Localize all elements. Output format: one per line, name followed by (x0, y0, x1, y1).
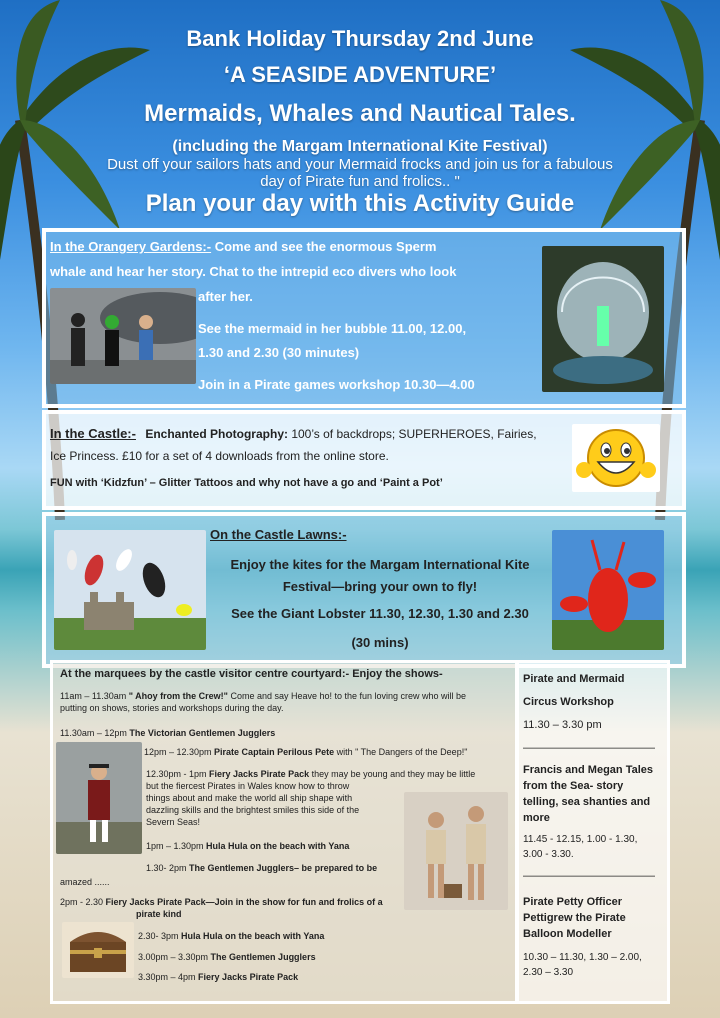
event-date-title: Bank Holiday Thursday 2nd June (186, 26, 534, 51)
smiley-emoji-icon (572, 424, 660, 492)
lawns-heading: On the Castle Lawns:- (210, 527, 347, 542)
event-gentlemen-jugglers-1: 1.30- 2pm The Gentlemen Jugglers– be prepared to be (146, 863, 378, 873)
event-captain-pete: 12pm – 12.30pm Pirate Captain Perilous Pete with " The Dangers of the Deep!" (144, 747, 468, 757)
mermaid-bubble-duration: 1.30 and 2.30 (30 minutes) (198, 345, 360, 360)
event-fiery-jacks-1: 12.30pm - 1pm Fiery Jacks Pirate Pack they may be young and they may be little but the fiercest Pirates in Wales know how to throw things about and make the world all ship shape with dazzling skills and the brightest smiles this side of the Severn Seas! (146, 769, 476, 827)
event-theme: Mermaids, Whales and Nautical Tales. (144, 100, 576, 127)
gentlemen-jugglers-photo (404, 792, 508, 910)
event-victorian-jugglers: 11.30am – 12pm The Victorian Gentlemen Jugglers (60, 728, 276, 738)
event-hula-1: 1pm – 1.30pm Hula Hula on the beach with Yana (146, 841, 350, 851)
mermaid-bubble-photo (542, 246, 664, 392)
balloon-modeller-times: 10.30 – 11.30, 1.30 – 2.00, 2.30 – 3.30 (523, 952, 642, 978)
event-fiery-jacks-3: 3.30pm – 4pm Fiery Jacks Pirate Pack (138, 972, 299, 982)
orangery-intro: In the Orangery Gardens:- Come and see the enormous Sperm (50, 239, 437, 254)
castle-photo-price: Ice Princess. £10 for a set of 4 downloads from the online store. (50, 449, 389, 463)
lobster-duration: (30 mins) (351, 635, 409, 650)
event-fiery-jacks-2: 2pm - 2.30 Fiery Jacks Pirate Pack—Join in the show for fun and frolics of a pirate kind (60, 897, 383, 919)
event-gentlemen-jugglers-2: 3.00pm – 3.30pm The Gentlemen Jugglers (138, 952, 316, 962)
kidzfun-text: FUN with ‘Kidzfun’ – Glitter Tattoos and why not have a go and ‘Paint a Pot’ (50, 477, 443, 489)
event-hula-2: 2.30- 3pm Hula Hula on the beach with Yana (138, 931, 325, 941)
town-crier-photo (56, 742, 142, 854)
event-ahoy: 11am – 11.30am " Ahoy from the Crew!" Come and say Heave ho! to the fun loving crew who will be putting on shows, stories and workshops during the day. (60, 691, 467, 713)
orangery-heading: In the Orangery Gardens:- (50, 239, 212, 254)
event-subtitle: ‘A SEASIDE ADVENTURE’ (223, 62, 497, 87)
whale-divers-photo (50, 288, 196, 384)
giant-lobster-photo (552, 530, 664, 650)
activity-guide-heading: Plan your day with this Activity Guide (145, 190, 575, 217)
treasure-chest-photo (62, 922, 134, 978)
kites-text-line2: Festival—bring your own to fly! (282, 579, 478, 594)
divider: ———————————— (523, 870, 655, 882)
orangery-intro-line3: after her. (198, 289, 253, 304)
orangery-intro-line2: whale and hear her story. Chat to the intrepid eco divers who look (50, 264, 457, 279)
castle-photography: In the Castle:- Enchanted Photography: 100’s of backdrops; SUPERHEROES, Fairies, (50, 426, 537, 441)
lobster-times: See the Giant Lobster 11.30, 12.30, 1.30 and 2.30 (231, 606, 529, 621)
circus-workshop: Pirate and Mermaid Circus Workshop 11.30 – 3.30 pm ———————————— (523, 673, 655, 754)
divider: ———————————— (523, 742, 655, 754)
marquees-heading: At the marquees by the castle visitor centre courtyard:- Enjoy the shows- (60, 668, 443, 680)
kites-text: Enjoy the kites for the Margam International Kite (230, 557, 530, 572)
kites-castle-photo (54, 530, 206, 650)
mermaid-bubble-times: See the mermaid in her bubble 11.00, 12.00, (198, 321, 467, 336)
tales-from-sea-times: 11.45 - 12.15, 1.00 - 1.30, 3.00 - 3.30. (523, 834, 638, 860)
pirate-workshop-time: Join in a Pirate games workshop 10.30—4.00 (198, 377, 475, 392)
event-gentlemen-jugglers-1-cont: amazed ...... (60, 877, 110, 887)
castle-heading: In the Castle:- (50, 426, 136, 441)
intro-text: Dust off your sailors hats and your Mermaid frocks and join us for a fabulous day of Pirate fun and frolics.. " (107, 156, 613, 190)
balloon-modeller-title: Pirate Petty Officer Pettigrew the Pirate Balloon Modeller (523, 896, 626, 940)
kite-festival-note: (including the Margam International Kite Festival) (172, 138, 548, 155)
tales-from-sea-title: Francis and Megan Tales from the Sea- story telling, sea shanties and more (523, 764, 654, 824)
